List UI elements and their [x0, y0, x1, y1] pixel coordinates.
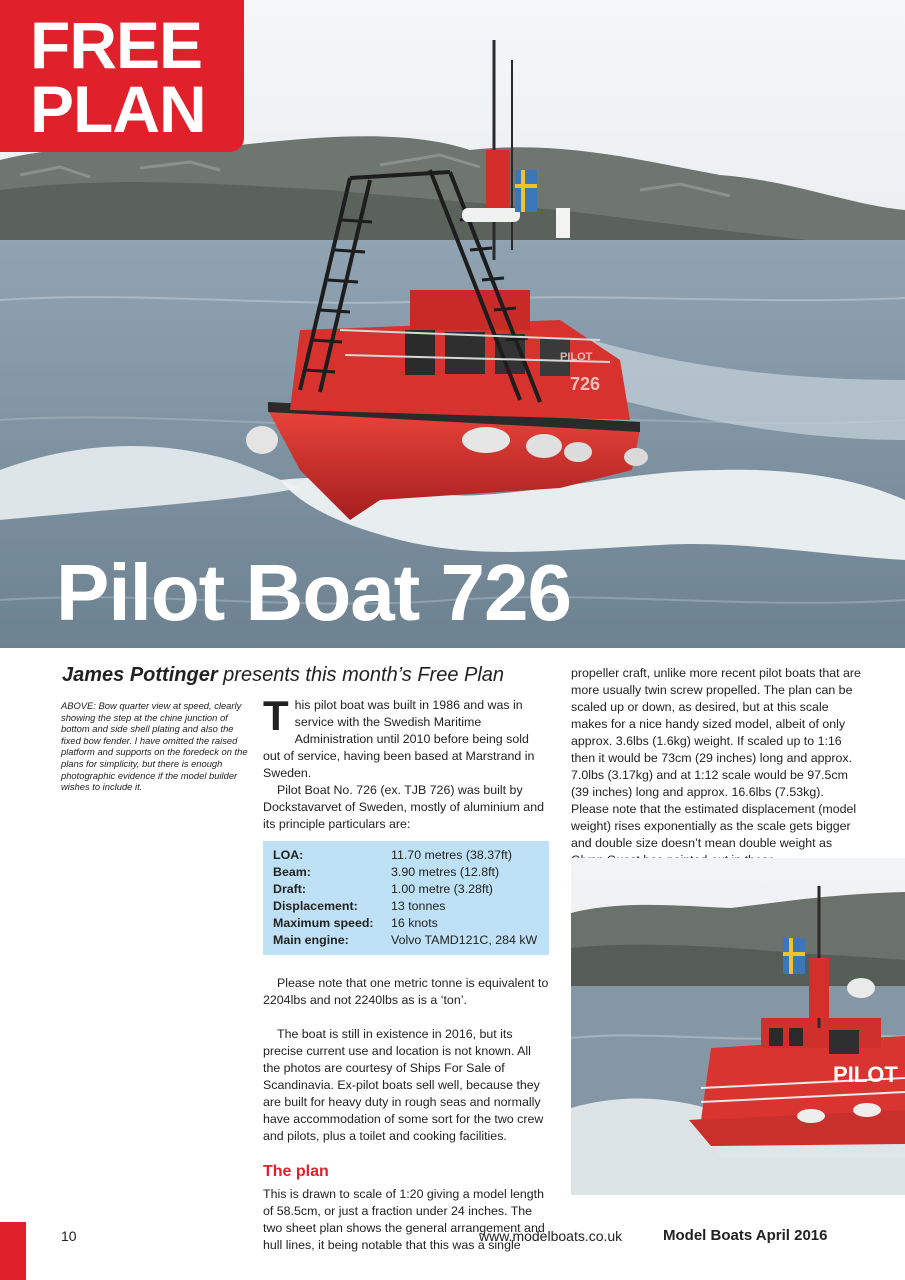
spec-row: Maximum speed: 16 knots [273, 916, 438, 930]
article-paragraph-3: Please note that one metric tonne is equivalent to 2204lbs and not 2240lbs as is a ‘ton’. [263, 976, 549, 1007]
page-title: Pilot Boat 726 [56, 548, 572, 637]
drop-cap: T [263, 692, 289, 739]
article-column-1 [263, 692, 549, 1254]
badge-line-1: FREE [30, 8, 203, 82]
pilot-boat-stern-photo [571, 858, 905, 1195]
spec-row: Displacement: 13 tonnes [273, 899, 446, 913]
secondary-photo [571, 858, 905, 1195]
article-column-2 [571, 665, 861, 869]
specifications-box [263, 841, 549, 955]
article-paragraph-2: Pilot Boat No. 726 (ex. TJB 726) was built by Dockstavarvet of Sweden, mostly of aluminium and its principle particulars are: [263, 783, 544, 831]
spec-row: LOA: 11.70 metres (38.37ft) [273, 848, 512, 862]
page-number: 10 [61, 1228, 77, 1244]
stern-pilot-text: PILOT [833, 1062, 898, 1087]
page-edge-tab [0, 1222, 26, 1280]
section-heading: The plan [263, 1163, 329, 1180]
footer-magazine-title: Model Boats April 2016 [663, 1227, 828, 1244]
spec-row: Draft: 1.00 metre (3.28ft) [273, 882, 493, 896]
footer-url: www.modelboats.co.uk [479, 1228, 623, 1244]
article-paragraph-4: The boat is still in existence in 2016, but its precise current use and location is not known. All the photos are courtesy of Ships For Sale of Scandinavia. Ex-pilot boats sell well, because they are built for heavy duty in rough seas and normally have accommodation of some sort for the two crew and pilots, plus a toilet and cooking facilities. [263, 1027, 544, 1143]
byline-rest: presents this month’s Free Plan [217, 664, 505, 686]
article-paragraph-6: propeller craft, unlike more recent pilot boats that are more usually twin screw propelled. The plan can be scaled up or down, as desired, but at this scale makes for a nice handy sized model, albeit of only approx. 3.6lbs (1.6kg) weight. If scaled up to 1:16 then it would be 73cm (29 inches) long and approx. 7.0lbs (3.17kg) and at 1:12 scale would be 97.5cm (39 inches) long and approx. 16.6lbs (7.53kg). Please note that the estimated displacement (model weight) rises exponentially as the scale gets bigger and double size doesn’t mean double weight as [571, 666, 861, 850]
badge-line-2: PLAN [30, 72, 206, 146]
hull-pilot-text: PILOT [560, 351, 593, 363]
hull-number-text: 726 [570, 374, 601, 394]
photo-caption: ABOVE: Bow quarter view at speed, clearly showing the step at the chine junction of bottom and side shell plating and also the fixed bow fender. I have omitted the raised platform and supports on the foredeck on the plans for simplicity, but there is enough photographic evidence if the model builder wishes to include it. [61, 700, 248, 793]
byline [62, 664, 504, 687]
article-paragraph-1: This pilot boat was built in 1986 and was in service with the Swedish Maritime Administration until 2010 before being sold out of service, having been based at Marstrand in Sweden. [263, 692, 535, 780]
article-paragraph-5: This is drawn to scale of 1:20 giving a model length of 58.5cm, or just a fraction under 24 inches. The two sheet plan shows the general arrangement and hull lines, it being notable that this was a single [263, 1187, 545, 1252]
spec-row: Beam: 3.90 metres (12.8ft) [273, 865, 500, 879]
byline-author: James Pottinger [62, 664, 218, 686]
spec-row: Main engine: Volvo TAMD121C, 284 kW [273, 933, 538, 947]
free-plan-badge [0, 0, 244, 152]
